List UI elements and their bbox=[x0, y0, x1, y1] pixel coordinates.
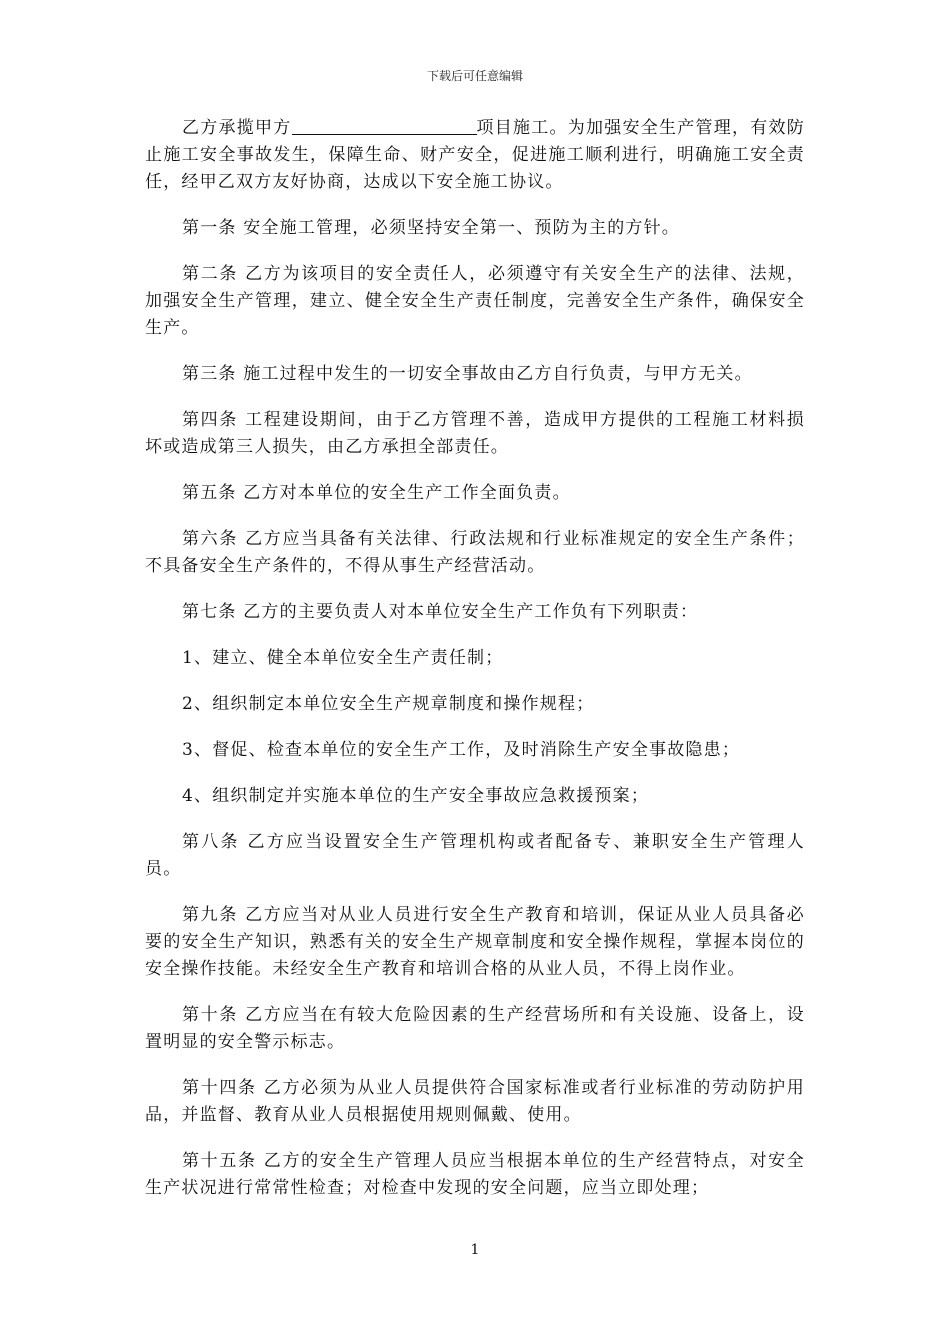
duty-item-3: 3、督促、检查本单位的安全生产工作，及时消除生产安全事故隐患； bbox=[182, 740, 741, 760]
clause-10: 第十条 乙方应当在有较大危险因素的生产经营场所和有关设施、设备上，设置明显的安全警示标志。 bbox=[145, 1005, 805, 1052]
clause-9: 第九条 乙方应当对从业人员进行安全生产教育和培训，保证从业人员具备必要的安全生产知识，熟悉有关的安全生产规章制度和安全操作规程，掌握本岗位的安全操作技能。未经安全生产教育和培训合格的从业人员，不得上岗作业。 bbox=[145, 905, 805, 979]
intro-before-blank: 乙方承揽甲方 bbox=[182, 118, 292, 138]
duty-item-4: 4、组织制定并实施本单位的生产安全事故应急救援预案； bbox=[182, 786, 650, 806]
clause-5: 第五条 乙方对本单位的安全生产工作全面负责。 bbox=[182, 483, 571, 503]
clause-1: 第一条 安全施工管理，必须坚持安全第一、预防为主的方针。 bbox=[182, 218, 681, 238]
clause-7: 第七条 乙方的主要负责人对本单位安全生产工作负有下列职责： bbox=[182, 602, 699, 622]
clause-8: 第八条 乙方应当设置安全生产管理机构或者配备专、兼职安全生产管理人员。 bbox=[145, 832, 805, 879]
clause-2: 第二条 乙方为该项目的安全责任人，必须遵守有关安全生产的法律、法规，加强安全生产管理，建立、健全安全生产责任制度，完善安全生产条件，确保安全生产。 bbox=[145, 264, 805, 338]
page-number: 1 bbox=[470, 1242, 480, 1258]
clause-3: 第三条 施工过程中发生的一切安全事故由乙方自行负责，与甲方无关。 bbox=[182, 364, 753, 384]
intro-after-blank: 项目施工。为加强安全生产管理，有效防止施工安全事故发生，保障生命、财产安全，促进施工顺利进行，明确施工安全责任，经甲乙双方友好协商，达成以下安全施工协议。 bbox=[145, 118, 805, 192]
document-body bbox=[145, 115, 805, 1221]
clause-14: 第十四条 乙方必须为从业人员提供符合国家标准或者行业标准的劳动防护用品，并监督、教育从业人员根据使用规则佩戴、使用。 bbox=[145, 1078, 805, 1125]
page-header: 下载后可任意编辑 bbox=[426, 69, 523, 83]
clause-6: 第六条 乙方应当具备有关法律、行政法规和行业标准规定的安全生产条件；不具备安全生产条件的，不得从事生产经营活动。 bbox=[145, 529, 805, 576]
clause-4: 第四条 工程建设期间，由于乙方管理不善，造成甲方提供的工程施工材料损坏或造成第三人损失，由乙方承担全部责任。 bbox=[145, 410, 805, 457]
clause-15: 第十五条 乙方的安全生产管理人员应当根据本单位的生产经营特点，对安全生产状况进行常常性检查；对检查中发现的安全问题，应当立即处理； bbox=[145, 1151, 805, 1198]
duty-item-1: 1、建立、健全本单位安全生产责任制； bbox=[182, 648, 504, 668]
project-name-blank bbox=[292, 118, 477, 135]
duty-item-2: 2、组织制定本单位安全生产规章制度和操作规程； bbox=[182, 694, 595, 714]
intro-paragraph bbox=[145, 115, 805, 196]
